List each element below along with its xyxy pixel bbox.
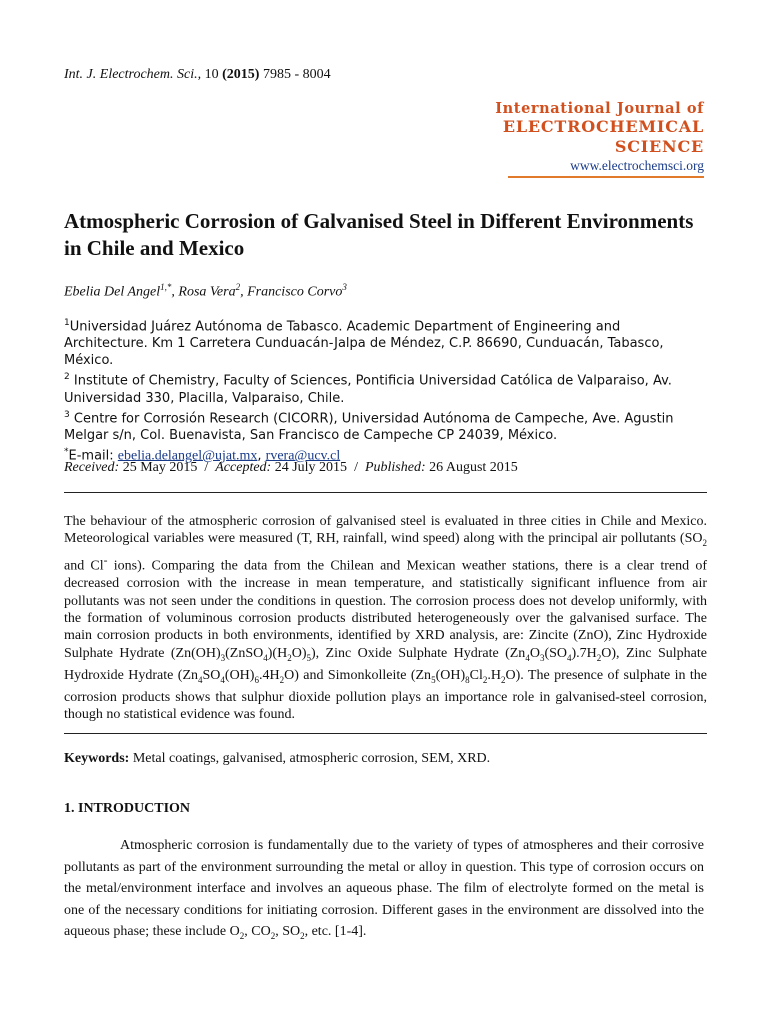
published-date: 26 August 2015 [429,460,518,475]
section-heading: 1. INTRODUCTION [64,801,191,816]
affiliation-mark: 3 [64,409,70,420]
affiliation-text: Centre for Corrosión Research (CICORR), Universidad Autónoma de Campeche, Ave. Agustin Melgar s/n, Col. Buenavista, San Francisco de Campeche CP 24039, México. [64,410,674,443]
citation-volume: 10 [204,67,219,82]
corresponding-mark: * [64,446,69,457]
email-label: E-mail: [68,448,114,464]
received-label: Received: [64,460,120,475]
citation-pages: 7985 - 8004 [262,67,331,82]
email-link-1[interactable]: ebelia.delangel@ujat.mx [117,448,258,464]
affiliation-item [64,315,704,369]
affiliation-text: Universidad Juárez Autónoma de Tabasco. Academic Department of Engineering and Architecture. Km 1 Carretera Cunduacán-Jalpa de Méndez, C.P. 86690, Cunduacán, Tabasco, México. [64,319,664,369]
accepted-label: Accepted: [215,460,272,475]
journal-citation [64,67,331,83]
keywords-text: Metal coatings, galvanised, atmospheric corrosion, SEM, XRD. [132,751,491,766]
keywords-label: Keywords: [64,751,130,766]
citation-journal: Int. J. Electrochem. Sci., [64,67,202,82]
published-label: Published: [364,460,426,475]
affiliation-item [64,369,704,406]
journal-name-line3: SCIENCE [614,137,704,156]
accepted-date: 24 July 2015 [274,460,348,475]
author-affiliation-mark: 2 [235,282,241,292]
author-affiliation-mark: 3 [342,282,347,292]
article-title: Atmospheric Corrosion of Galvanised Steel in Different Environments in Chile and Mexico [64,209,694,260]
journal-name-line1: International Journal of [495,100,704,117]
abstract: The behaviour of the atmospheric corrosion of galvanised steel is evaluated in three cities in Chile and Mexico. Meteorological variables were measured (T, RH, rainfall, wind speed) along with the principal air pollutants ($SO_2$ and Cl- ions). Comparing the data from the Chilean and Mexican weather stations, there is a clear trend of decreased corrosion with the increase in mean temperature, and statistically significant influence from air pollutants was not seen under the conditions in question. The corrosion process does not develop uniformly, with the formation of voluminous corrosion products distributed heterogeneously over the galvanised surface. The main corrosion products in both environments, identified by XRD analysis, are: Zincite (ZnO), Zinc Hydroxide Sulphate Hydrate $(Zn(OH)_3(ZnSO_4)(H_2O)_5)$, Zinc Oxide Sulphate Hydrate $(Zn_4O_3(SO_4).7H_2O)$, Zinc Sulphate Hydroxide Hydrate $(Zn_4SO_4(OH)_6.4H_2O)$ and Simonkolleite $(Zn_5(OH)_8Cl_2.H_2O)$. The presence of sulphate in the corrosion products shows that sulphur dioxide pollution plays an importance role in galvanised-steel corrosion, though no statistical evidence was found. [64,514,708,723]
publication-dates: Received: 25 May 2015 / Accepted: 24 July 2015 / Published: 26 August 2015 [64,460,518,475]
email-line: *E-mail: ebelia.delangel@ujat.mx, rvera@ucv.cl [64,446,341,464]
journal-logo [495,100,704,157]
received-date: 25 May 2015 [122,460,198,475]
author-list: Ebelia Del Angel$^{1,*}$, Rosa Vera$^2$, Francisco Corvo$^3$ [64,282,347,300]
author-affiliation-mark: 1,* [160,282,172,292]
journal-divider [508,176,704,178]
affiliation-mark: 2 [64,372,70,383]
email-link-2[interactable]: rvera@ucv.cl [265,448,341,464]
keywords [64,751,490,767]
abstract-top-rule [64,492,707,493]
citation-year: (2015) [222,67,260,82]
author-name: Francisco Corvo [247,284,343,300]
affiliation-text: Institute of Chemistry, Faculty of Sciences, Pontificia Universidad Católica de Valparaiso, Av. Universidad 330, Placilla, Valparaiso, Chile. [64,373,672,406]
abstract-bottom-rule [64,733,707,734]
affiliation-mark: 1 [64,318,70,328]
intro-paragraph: Atmospheric corrosion is fundamentally due to the variety of types of atmospheres and their corrosive pollutants as part of the environment surrounding the metal or alloy in question. This type of corrosion occurs on the metal/environment interface and involves an aqueous phase. The film of electrolyte formed on the metal is one of the necessary conditions for initiating corrosion. Different gases in the environment are dissolved into the aqueous phase; these include $O_2$, $CO_2$, $SO_2$, etc. [1-4]. [64,838,704,941]
affiliations [64,315,704,464]
author-name: Ebelia Del Angel [64,284,161,300]
author-name: Rosa Vera [178,284,236,300]
journal-url-link[interactable]: www.electrochemsci.org [570,158,704,173]
affiliation-item [64,407,704,444]
journal-name-line2: ELECTROCHEMICAL [502,117,704,136]
